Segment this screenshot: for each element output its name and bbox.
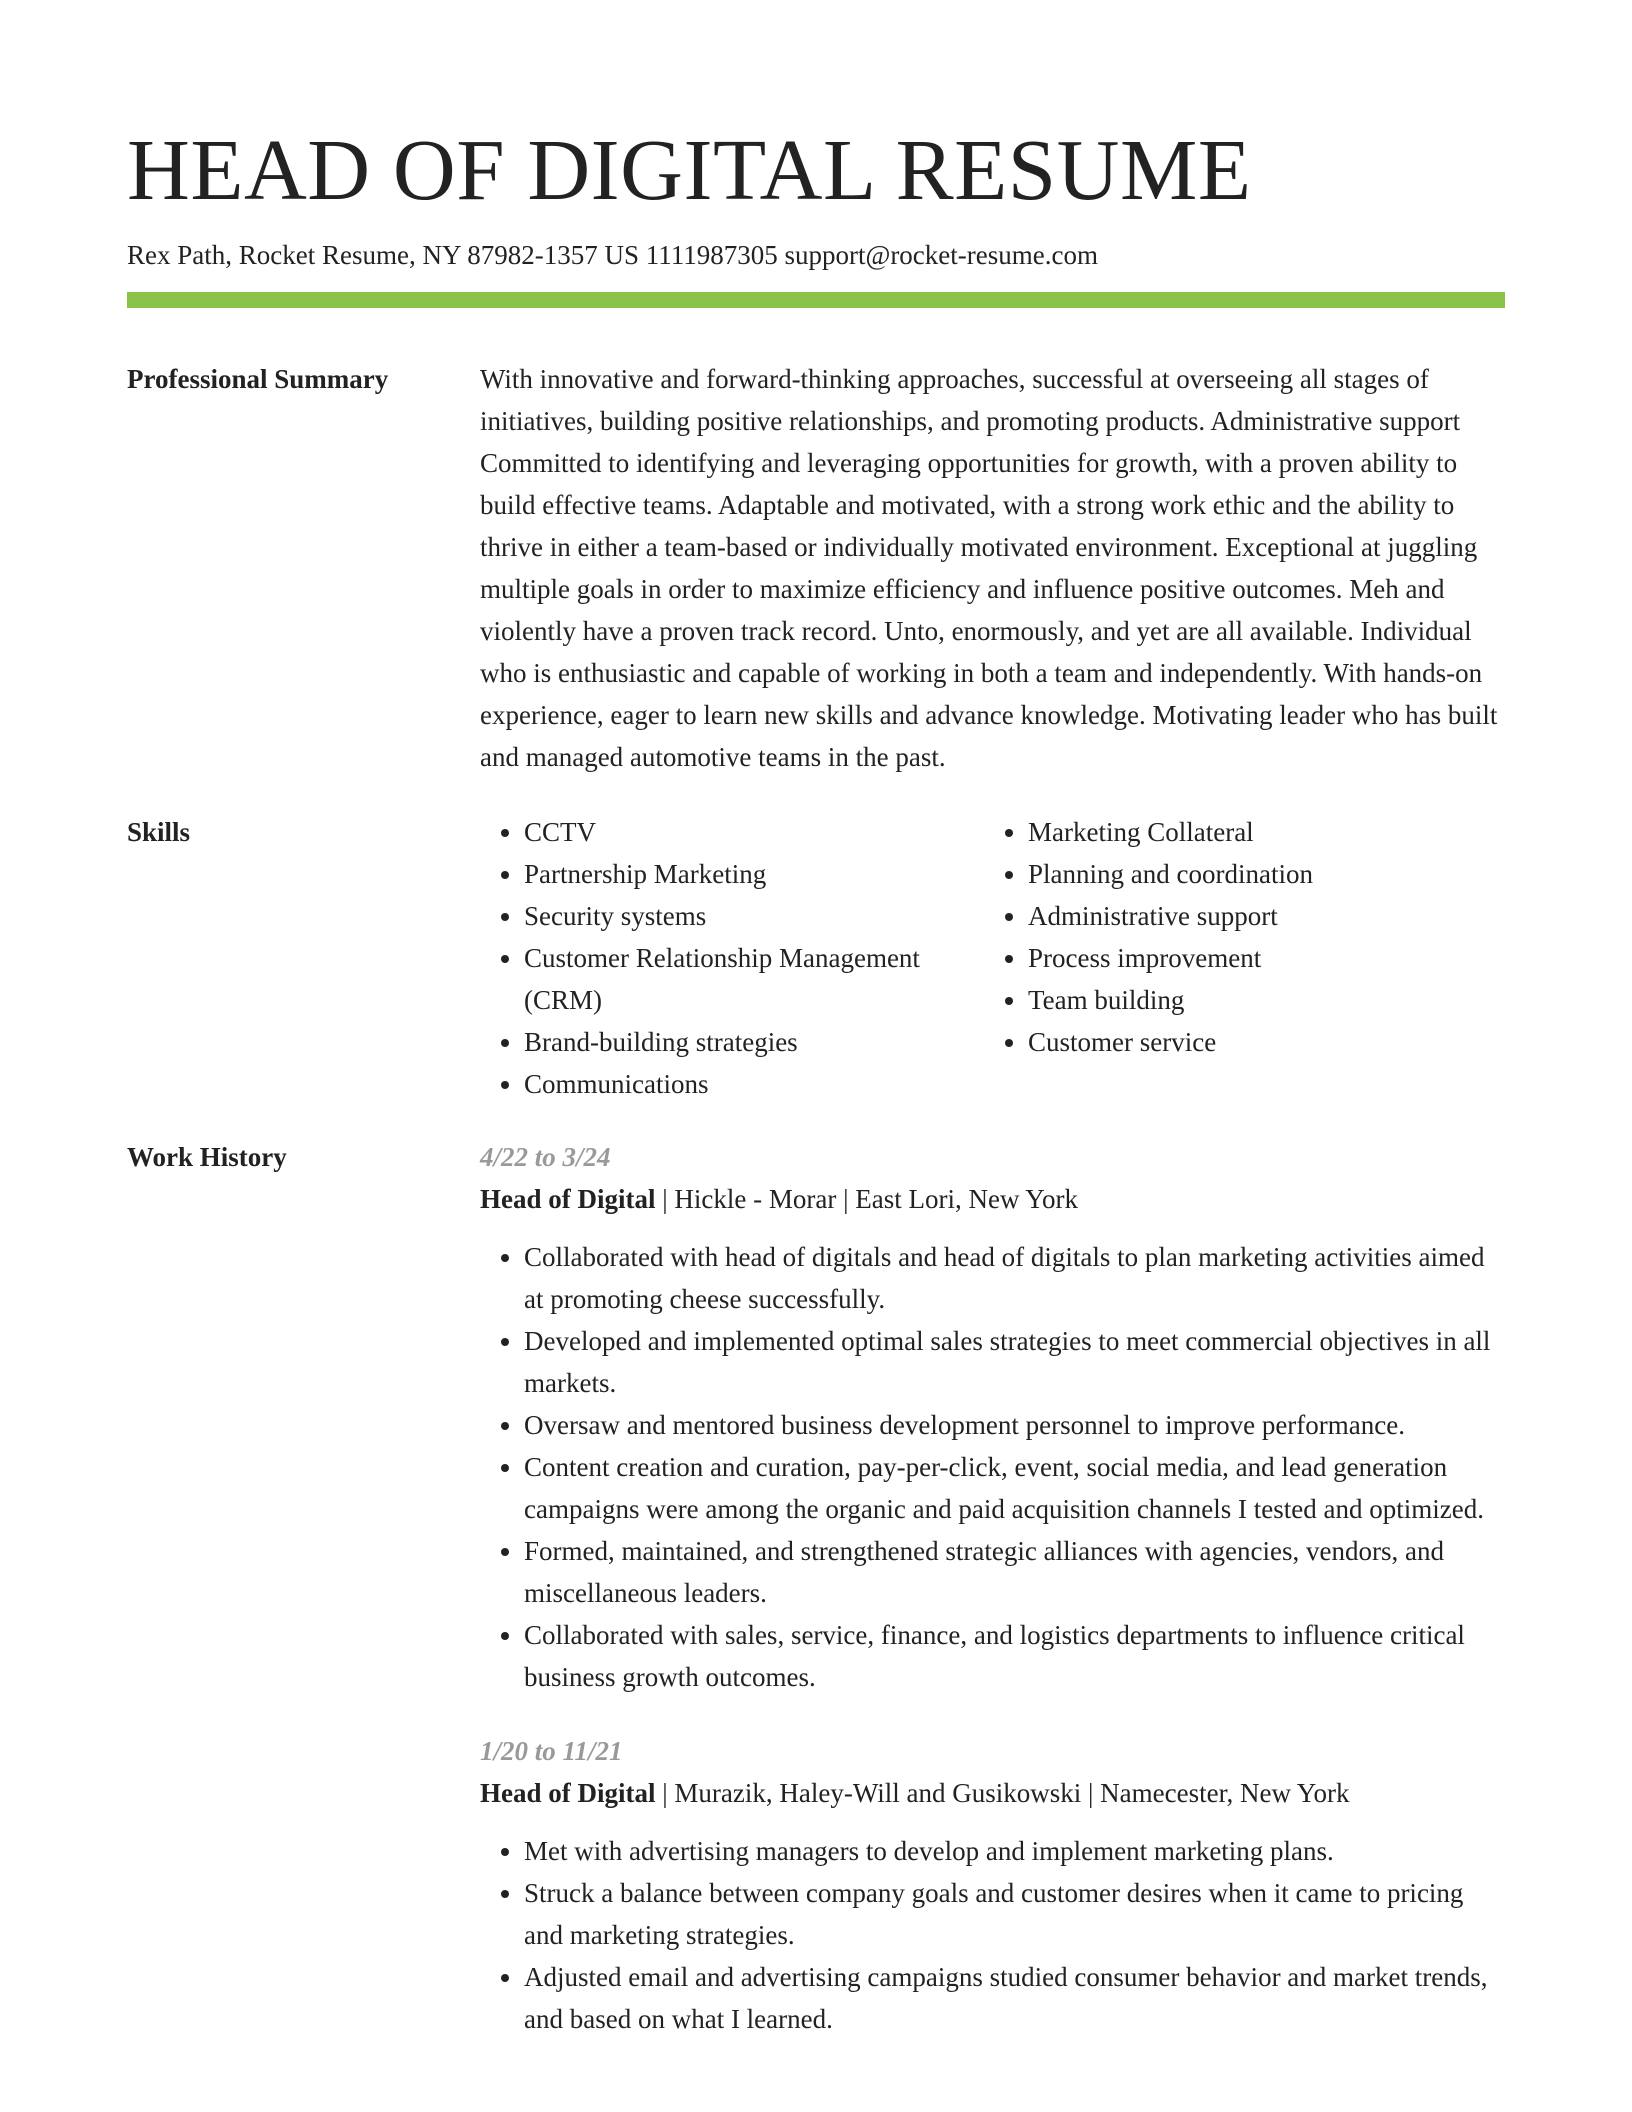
job-title: Head of Digital [480, 1184, 656, 1214]
job-bullet: • Collaborated with sales, service, finance, and logistics departments to influence critical business growth outcomes. [524, 1614, 1505, 1698]
job-bullet: • Developed and implemented optimal sales strategies to meet commercial objectives in all markets. [524, 1320, 1505, 1404]
job-bullet: • Met with advertising managers to develop and implement marketing plans. [524, 1830, 1505, 1872]
skills-column-2 [984, 811, 1508, 1105]
skill-item: • Security systems [524, 895, 984, 937]
section-label-summary: Professional Summary [127, 364, 389, 394]
job-bullet: • Formed, maintained, and strengthened strategic alliances with agencies, vendors, and miscellaneous leaders. [524, 1530, 1505, 1614]
skill-item: • CCTV [524, 811, 984, 853]
skill-item: • Partnership Marketing [524, 853, 984, 895]
job-bullet: • Oversaw and mentored business development personnel to improve performance. [524, 1404, 1505, 1446]
job-entry [480, 1730, 1505, 2040]
skill-item: • Customer service [1028, 1021, 1508, 1063]
skills-column-1 [480, 811, 984, 1105]
job-date: 4/22 to 3/24 [480, 1142, 611, 1172]
skill-item: • Planning and coordination [1028, 853, 1508, 895]
summary-body [480, 358, 1505, 778]
job-company-location: | Hickle - Morar | East Lori, New York [655, 1184, 1078, 1214]
job-company-location: | Murazik, Haley-Will and Gusikowski | Namecester, New York [655, 1778, 1350, 1808]
job-bullets [480, 1830, 1505, 2040]
skill-item: • Brand-building strategies [524, 1021, 984, 1063]
skills-section [127, 811, 1505, 1105]
skill-item: • Team building [1028, 979, 1508, 1021]
job-bullets [480, 1236, 1505, 1698]
skills-columns [480, 811, 1508, 1105]
job-bullet: • Content creation and curation, pay-per-click, event, social media, and lead generation campaigns were among the organic and paid acquisition channels I tested and optimized. [524, 1446, 1505, 1530]
section-label-skills: Skills [127, 817, 191, 847]
job-bullet: • Collaborated with head of digitals and head of digitals to plan marketing activities aimed at promoting cheese successfully. [524, 1236, 1505, 1320]
job-heading [480, 1772, 1505, 1814]
job-title: Head of Digital [480, 1778, 656, 1808]
work-history-section [127, 1136, 1505, 2040]
accent-divider [127, 292, 1505, 308]
contact-info: Rex Path, Rocket Resume, NY 87982-1357 US 1111987305 support@rocket-resume.com [127, 240, 1098, 270]
resume-title: HEAD OF DIGITAL RESUME [127, 121, 1252, 218]
skill-item: • Process improvement [1028, 937, 1508, 979]
professional-summary-section [127, 358, 1505, 778]
section-label-work: Work History [127, 1142, 287, 1172]
job-date: 1/20 to 11/21 [480, 1736, 623, 1766]
job-bullet: • Struck a balance between company goals and customer desires when it came to pricing and marketing strategies. [524, 1872, 1505, 1956]
job-bullet: • Adjusted email and advertising campaigns studied consumer behavior and market trends, and based on what I learned. [524, 1956, 1505, 2040]
skill-item: • Customer Relationship Management (CRM) [524, 937, 984, 1021]
work-body [480, 1136, 1505, 2040]
job-heading [480, 1178, 1505, 1220]
skill-item: • Communications [524, 1063, 984, 1105]
job-entry [480, 1136, 1505, 1698]
summary-text: With innovative and forward-thinking approaches, successful at overseeing all stages of initiatives, building positive relationships, and promoting products. Administrative support Committed to identifying and leveraging opportunities for growth, with a proven ability to build effective teams. Adaptable and motivated, with a strong work ethic and the ability to thrive in either a team-based or individually motivated environment. Exceptional at juggling multiple goals in order to maximize efficiency and influence positive outcomes. Meh and violently have a proven track record. Unto, enormously, and yet are all available. Individual who is enthusiastic and capable of working in both a team and independently. With hands-on experience, eager to learn new skills and advance knowledge. Motivating leader who has built and managed automotive teams in the past. [480, 364, 1498, 772]
skill-item: • Marketing Collateral [1028, 811, 1508, 853]
skill-item: • Administrative support [1028, 895, 1508, 937]
